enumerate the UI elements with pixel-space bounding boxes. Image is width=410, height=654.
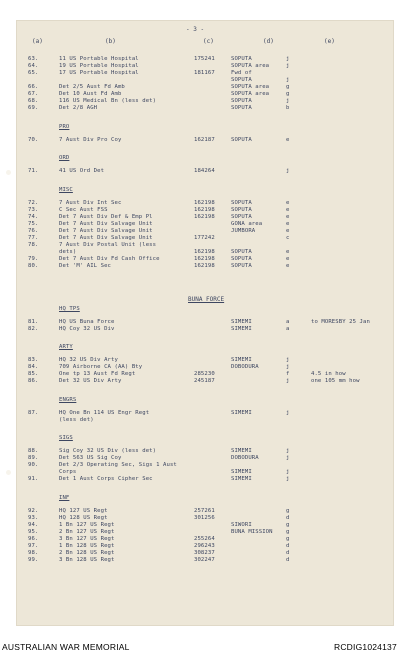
row-d-cell: SOPUTA [231,214,252,220]
footer-institution: AUSTRALIAN WAR MEMORIAL [2,642,130,652]
row-a-cell: 92. [28,508,39,514]
row-a-cell: 80. [28,263,39,269]
row-d-cell: SOPUTA [231,98,252,104]
column-header: (c) [203,38,214,45]
row-a-cell: 93. [28,515,39,521]
row-c-cell: 302247 [194,557,215,563]
row-b-cell: Det 2/8 AGH [59,105,98,111]
row-a-cell: 94. [28,522,39,528]
row-e-cell: j [286,410,290,416]
section-heading: ENGRS [59,397,77,403]
row-e-cell: e [286,256,290,262]
row-e-cell: e [286,200,290,206]
row-a-cell: 64. [28,63,39,69]
row-e-cell: g [286,84,290,90]
row-d-cell: SOPUTA area [231,63,270,69]
row-a-cell: 98. [28,550,39,556]
row-b-cell: HQ 32 US Div Arty [59,357,118,363]
row-d-cell: SOPUTA [231,137,252,143]
row-b-cell: Det 7 Aust Div Salvage Unit [59,221,153,227]
row-d-cell: SIMEMI [231,357,252,363]
row-e-cell: j [286,56,290,62]
row-a-cell: 77. [28,235,39,241]
row-b-cell: Det 563 US Sig Coy [59,455,122,461]
row-c-cell: 162187 [194,137,215,143]
row-b-cell: HQ One Bn 114 US Engr Regt [59,410,150,416]
row-b-cell: 19 US Portable Hospital [59,63,139,69]
row-b-cell: 3 Bn 127 US Regt [59,536,115,542]
section-heading: ORD [59,155,70,161]
row-e-cell: j [286,63,290,69]
row-d-cell: GONA area [231,221,263,227]
row-d-cell: SIMEMI [231,476,252,482]
row-e-cell: g [286,536,290,542]
row-e-cell: d [286,557,290,563]
section-heading: MISC [59,187,73,193]
row-e-cell: e [286,207,290,213]
row-c-cell: 162198 [194,249,215,255]
row-a-cell: 78. [28,242,39,248]
punch-hole [6,470,11,475]
row-d-cell: BUNA MISSION [231,529,273,535]
row-d-cell: SIMEMI [231,326,252,332]
row-c-cell: 162198 [194,263,215,269]
row-d-cell: DOBODURA [231,455,259,461]
row-c-cell: 255264 [194,536,215,542]
row-b-cell: Det 7 Aust Div Salvage Unit [59,235,153,241]
row-d-cell: SOPUTA area [231,84,270,90]
row-b-cell: 2 Bn 128 US Regt [59,550,115,556]
row-a-cell: 76. [28,228,39,234]
row-b-cell: HQ Coy 32 US Div [59,326,115,332]
row-b-cell: Det 10 Aust Fd Amb [59,91,122,97]
row-c-cell: 296243 [194,543,215,549]
row-b-cell: 709 Airborne CA (AA) Bty [59,364,143,370]
row-b-cell: C Sec Aust FSS [59,207,108,213]
row-e-cell: j [286,476,290,482]
row-a-cell: 84. [28,364,39,370]
row-b-cell: HQ 127 US Regt [59,508,108,514]
row-c-cell: 181167 [194,70,215,76]
row-a-cell: 70. [28,137,39,143]
row-c-cell: 162198 [194,256,215,262]
punch-hole [6,170,11,175]
row-e-cell: g [286,529,290,535]
document-page [16,20,394,626]
row-e-cell: g [286,91,290,97]
row-d-cell: SOPUTA [231,105,252,111]
row-e-cell: b [286,105,290,111]
row-a-cell: 82. [28,326,39,332]
row-c-cell: 245187 [194,378,215,384]
row-e-cell: f [286,371,290,377]
row-c-cell: 162198 [194,200,215,206]
column-header: (b) [105,38,116,45]
row-f-cell: to MORESBY 25 Jan [311,319,370,325]
row-b-cell: Det 7 Aust Div Fd Cash Office [59,256,160,262]
row-c-cell: 301256 [194,515,215,521]
row-d-cell: SIMEMI [231,448,252,454]
row-b-cell: One tp 13 Aust Fd Regt [59,371,136,377]
row-d-cell: SOPUTA [231,207,252,213]
column-header: (a) [32,38,43,45]
row-d-cell: SOPUTA area [231,91,270,97]
row-d-cell: SIMEMI [231,410,252,416]
row-d-cell: SOPUTA [231,256,252,262]
row-e-cell: j [286,357,290,363]
row-e-cell: e [286,263,290,269]
row-c-cell: 177242 [194,235,215,241]
row-f-cell: one 105 mm how [311,378,360,384]
row-b-cell: 7 Aust Div Int Sec [59,200,122,206]
section-heading: HQ TPS [59,306,80,312]
column-header: (e) [324,38,335,45]
row-a-cell: 63. [28,56,39,62]
row-c-cell: 308237 [194,550,215,556]
row-a-cell: 99. [28,557,39,563]
row-c-cell: 175241 [194,56,215,62]
row-d-cell: SOPUTA [231,56,252,62]
row-b-cell: 3 Bn 128 US Regt [59,557,115,563]
row-b-cell: 2 Bn 127 US Regt [59,529,115,535]
row-b-cell: Det 7 Aust Div Def & Emp Pl [59,214,153,220]
row-e-cell: d [286,515,290,521]
row-b-cell: Corps [59,469,77,475]
row-e-cell: c [286,235,290,241]
row-e-cell: e [286,249,290,255]
row-b-cell: HQ US Buna Force [59,319,115,325]
row-e-cell: g [286,522,290,528]
row-b-cell: Sig Coy 32 US Div (less det) [59,448,157,454]
row-e-cell: e [286,228,290,234]
row-e-cell: e [286,214,290,220]
section-heading: INF [59,495,70,501]
row-b-cell: 7 Aust Div Postal Unit (less [59,242,157,248]
row-e-cell: j [286,364,290,370]
row-b-cell: 17 US Portable Hospital [59,70,139,76]
row-d-cell: SIMEMI [231,469,252,475]
column-header: (d) [263,38,274,45]
row-a-cell: 97. [28,543,39,549]
row-b-cell: 1 Bn 127 US Regt [59,522,115,528]
row-a-cell: 79. [28,256,39,262]
row-a-cell: 91. [28,476,39,482]
section-heading: ARTY [59,344,73,350]
row-a-cell: 69. [28,105,39,111]
row-b-cell: Det 2/5 Aust Fd Amb [59,84,125,90]
row-b-cell: 41 US Ord Det [59,168,105,174]
row-a-cell: 87. [28,410,39,416]
row-a-cell: 73. [28,207,39,213]
row-a-cell: 67. [28,91,39,97]
row-e-cell: g [286,508,290,514]
row-f-cell: 4.5 in how [311,371,346,377]
row-d-cell: JUMBORA [231,228,256,234]
row-c-cell: 285230 [194,371,215,377]
row-a-cell: 85. [28,371,39,377]
row-b-cell: Det 7 Aust Div Salvage Unit [59,228,153,234]
row-d-cell: DOBODURA [231,364,259,370]
row-b-cell: Det 2/3 Operating Sec, Sigs 1 Aust [59,462,177,468]
row-b-cell: HQ 128 US Regt [59,515,108,521]
row-e-cell: e [286,221,290,227]
row-e-cell: j [286,455,290,461]
row-e-cell: j [286,378,290,384]
row-d-cell: SOPUTA [231,200,252,206]
row-e-cell: j [286,98,290,104]
row-e-cell: a [286,319,290,325]
row-c-cell: 257261 [194,508,215,514]
row-c-cell: 162198 [194,214,215,220]
row-b-cell: (less det) [59,417,94,423]
row-a-cell: 71. [28,168,39,174]
section-heading: PRO [59,124,70,130]
row-d-cell: SOPUTA [231,249,252,255]
row-b-cell: Det 32 US Div Arty [59,378,122,384]
row-a-cell: 88. [28,448,39,454]
row-d-cell: SIWORI [231,522,252,528]
row-b-cell: 11 US Portable Hospital [59,56,139,62]
row-b-cell: 7 Aust Div Pro Coy [59,137,122,143]
row-e-cell: j [286,469,290,475]
row-a-cell: 75. [28,221,39,227]
row-a-cell: 83. [28,357,39,363]
row-e-cell: j [286,448,290,454]
row-d-cell: SIMEMI [231,319,252,325]
footer-record-id: RCDIG1024137 [334,642,397,652]
row-d-cell: SOPUTA [231,263,252,269]
row-a-cell: 96. [28,536,39,542]
row-a-cell: 68. [28,98,39,104]
row-b-cell: 1 Bn 128 US Regt [59,543,115,549]
row-a-cell: 72. [28,200,39,206]
row-b-cell: Det 1 Aust Corps Cipher Sec [59,476,153,482]
buna-force-title: BUNA FORCE [188,296,225,303]
row-c-cell: 162198 [194,207,215,213]
row-e-cell: a [286,326,290,332]
row-a-cell: 90. [28,462,39,468]
row-e-cell: j [286,77,290,83]
row-e-cell: d [286,543,290,549]
row-d-cell: Fwd of [231,70,252,76]
row-a-cell: 74. [28,214,39,220]
row-d-cell: SOPUTA [231,77,252,83]
section-heading: SIGS [59,435,73,441]
row-c-cell: 184264 [194,168,215,174]
row-a-cell: 95. [28,529,39,535]
row-a-cell: 89. [28,455,39,461]
row-e-cell: j [286,168,290,174]
page-number: - 3 - [186,26,205,33]
row-a-cell: 81. [28,319,39,325]
row-b-cell: 116 US Medical Bn (less det) [59,98,157,104]
row-b-cell: Det 'M' AIL Sec [59,263,112,269]
row-a-cell: 66. [28,84,39,90]
row-e-cell: e [286,137,290,143]
row-b-cell: dets) [59,249,77,255]
row-e-cell: d [286,550,290,556]
row-a-cell: 65. [28,70,39,76]
row-a-cell: 86. [28,378,39,384]
